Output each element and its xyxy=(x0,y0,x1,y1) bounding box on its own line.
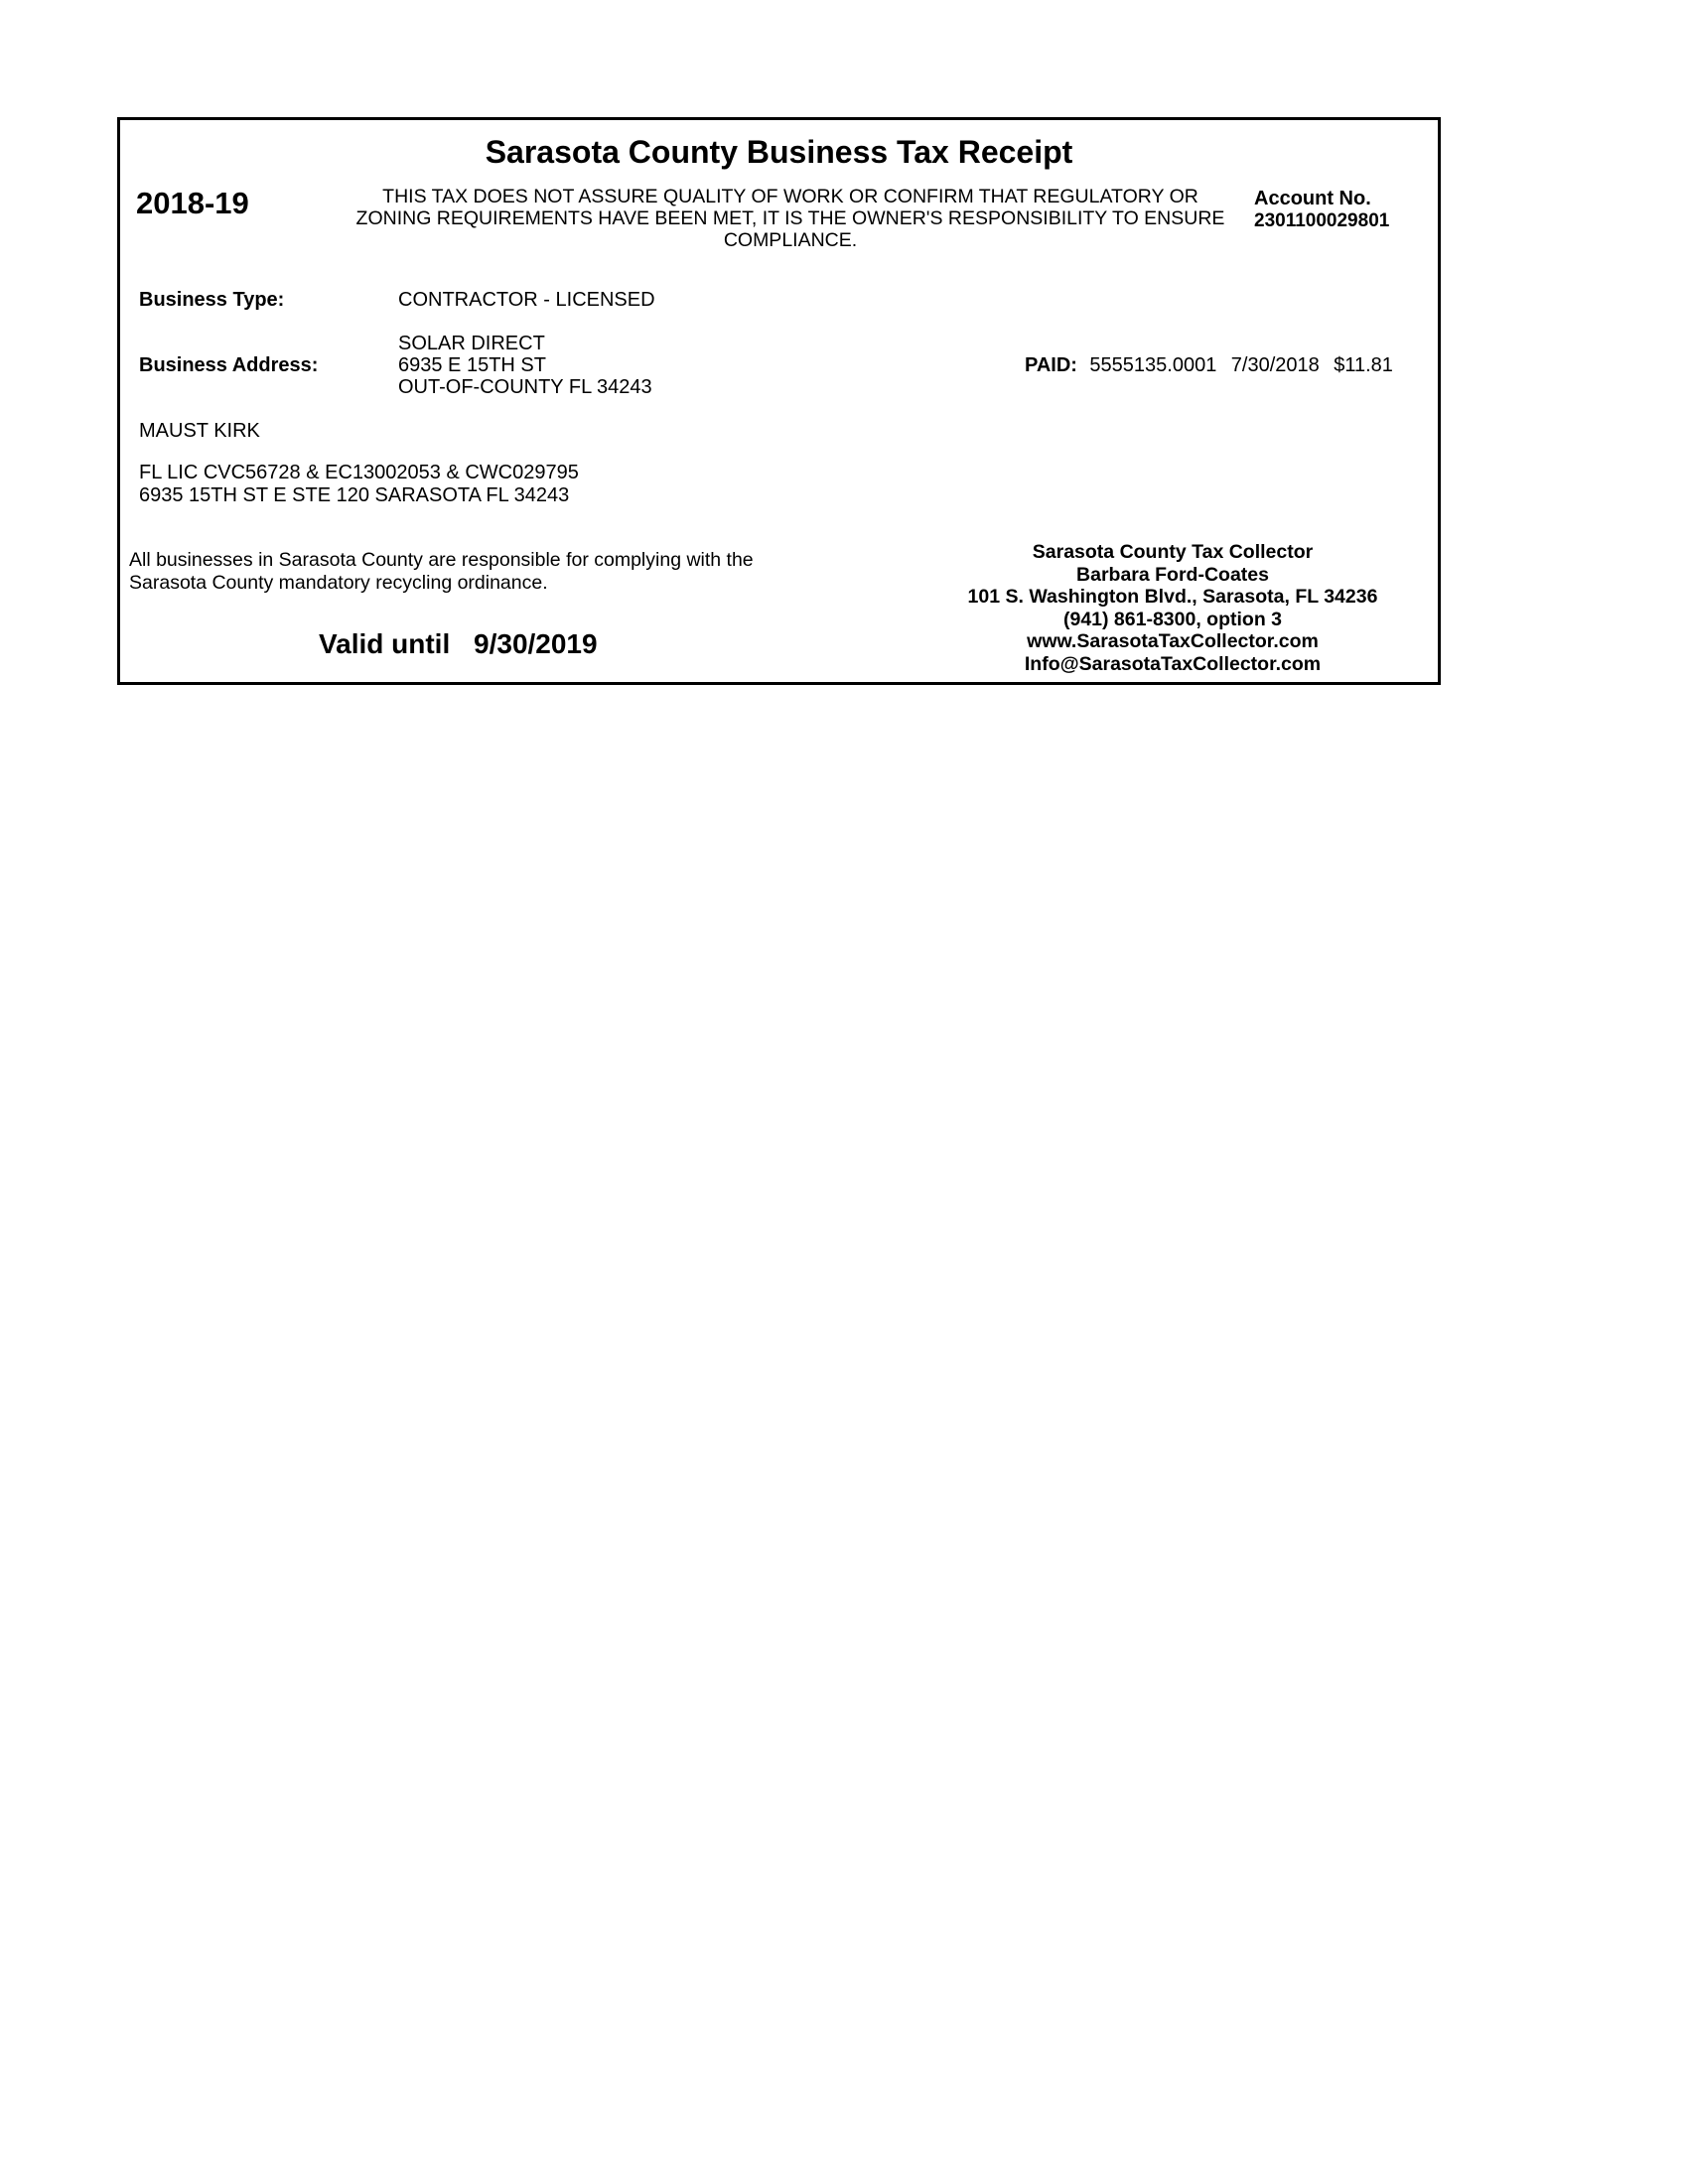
owner-name: MAUST KIRK xyxy=(139,420,260,442)
mailing-address: 6935 15TH ST E STE 120 SARASOTA FL 34243 xyxy=(139,484,570,506)
tax-receipt xyxy=(117,117,1441,685)
license-numbers: FL LIC CVC56728 & EC13002053 & CWC029795 xyxy=(139,462,579,483)
account-number-label: Account No. xyxy=(1254,188,1371,209)
valid-until xyxy=(319,628,598,660)
collector-address: 101 S. Washington Blvd., Sarasota, FL 34236 xyxy=(967,586,1378,608)
receipt-title: Sarasota County Business Tax Receipt xyxy=(485,134,1073,170)
paid-date: 7/30/2018 xyxy=(1230,354,1320,376)
paid-info xyxy=(1025,354,1393,377)
business-address-line-3: OUT-OF-COUNTY FL 34243 xyxy=(398,376,652,398)
collector-phone: (941) 861-8300, option 3 xyxy=(1062,608,1282,630)
business-type-value: CONTRACTOR - LICENSED xyxy=(398,289,655,311)
recycling-notice: All businesses in Sarasota County are responsible for complying with the Sarasota County mandatory recycling ordinance. xyxy=(129,549,754,594)
collector-email[interactable]: Info@SarasotaTaxCollector.com xyxy=(1024,652,1322,675)
paid-label: PAID: xyxy=(1025,354,1077,376)
paid-reference: 5555135.0001 xyxy=(1089,354,1217,376)
tax-year: 2018-19 xyxy=(136,186,249,220)
collector-name: Barbara Ford-Coates xyxy=(1076,563,1269,586)
collector-office: Sarasota County Tax Collector xyxy=(1032,541,1314,563)
business-address-line-2: 6935 E 15TH ST xyxy=(398,354,546,376)
business-address-line-1: SOLAR DIRECT xyxy=(398,333,545,354)
account-number: 2301100029801 xyxy=(1254,210,1390,231)
business-address-label: Business Address: xyxy=(139,354,319,376)
disclaimer-text: THIS TAX DOES NOT ASSURE QUALITY OF WORK OR CONFIRM THAT REGULATORY OR ZONING REQUIREMENTS HAVE BEEN MET, IT IS THE OWNER'S RESPONSIBILITY TO ENSURE COMPLIANCE. xyxy=(355,186,1225,251)
collector-website[interactable]: www.SarasotaTaxCollector.com xyxy=(1027,630,1319,652)
tax-collector-info xyxy=(895,541,1451,675)
paid-amount: $11.81 xyxy=(1334,354,1393,376)
business-type-label: Business Type: xyxy=(139,289,285,311)
valid-until-label: Valid until xyxy=(319,628,451,659)
valid-until-date: 9/30/2019 xyxy=(474,628,598,659)
